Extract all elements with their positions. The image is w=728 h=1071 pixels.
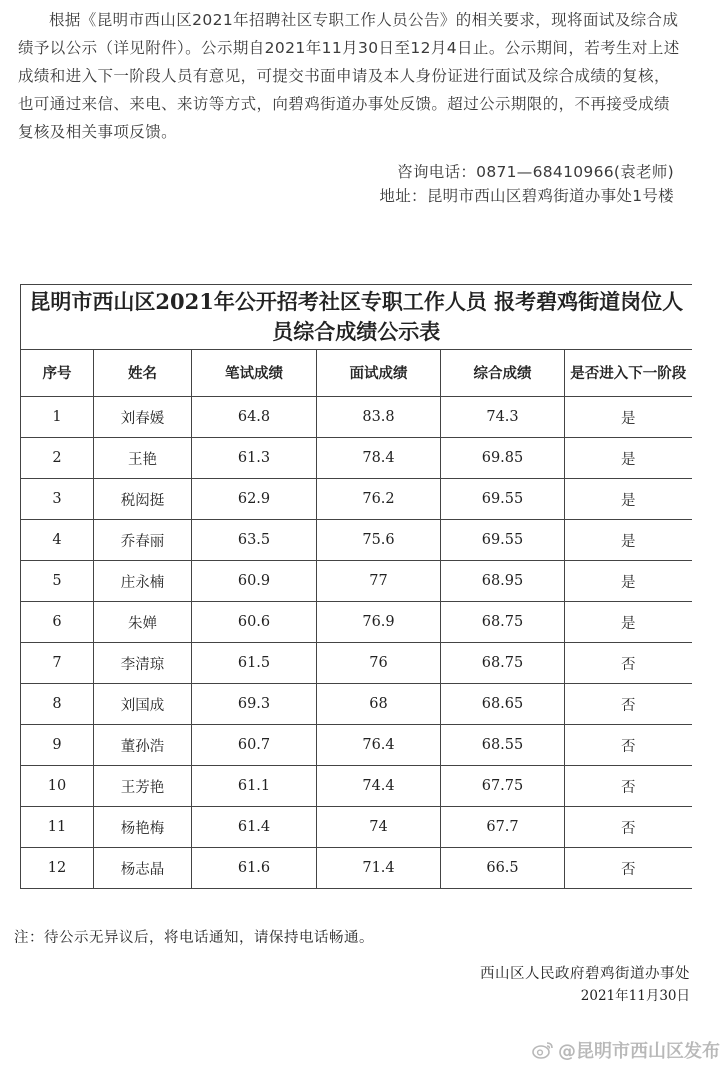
header-index: 序号 — [21, 350, 94, 397]
table-row — [21, 397, 692, 438]
cell-written-score: 61.5 — [192, 643, 317, 684]
table-row — [21, 479, 692, 520]
header-interview-score: 面试成绩 — [317, 350, 441, 397]
header-total-score: 综合成绩 — [441, 350, 565, 397]
table-header-row — [21, 350, 692, 397]
results-table — [20, 284, 692, 889]
footnote: 注：待公示无异议后，将电话通知，请保持电话畅通。 — [14, 930, 374, 946]
cell-interview-score: 74 — [317, 807, 441, 848]
cell-interview-score: 68 — [317, 684, 441, 725]
cell-interview-score: 77 — [317, 561, 441, 602]
cell-written-score: 60.9 — [192, 561, 317, 602]
cell-index: 11 — [21, 807, 94, 848]
cell-written-score: 61.3 — [192, 438, 317, 479]
cell-name: 杨志晶 — [94, 848, 192, 889]
cell-interview-score: 74.4 — [317, 766, 441, 807]
table-row — [21, 848, 692, 889]
intro-paragraph: 根据《昆明市西山区2021年招聘社区专职工作人员公告》的相关要求，现将面试及综合成绩予以公示（详见附件）。公示期自2021年11月30日至12月4日止。公示期间，若考生对上述成绩和进入下一阶段人员有意见，可提交书面申请及本人身份证进行面试及综合成绩的复核，也可通过来信、来电、来访等方式，向碧鸡街道办事处反馈。超过公示期限的，不再接受成绩复核及相关事项反馈。 — [18, 11, 680, 141]
cell-written-score: 63.5 — [192, 520, 317, 561]
contact-address: 地址：昆明市西山区碧鸡街道办事处1号楼 — [379, 187, 674, 205]
cell-name: 王艳 — [94, 438, 192, 479]
cell-name: 董孙浩 — [94, 725, 192, 766]
cell-name: 李清琼 — [94, 643, 192, 684]
cell-name: 朱婵 — [94, 602, 192, 643]
cell-name: 王芳艳 — [94, 766, 192, 807]
cell-written-score: 61.1 — [192, 766, 317, 807]
cell-written-score: 69.3 — [192, 684, 317, 725]
cell-name: 刘国成 — [94, 684, 192, 725]
cell-written-score: 60.7 — [192, 725, 317, 766]
cell-total-score: 68.95 — [441, 561, 565, 602]
table-row — [21, 602, 692, 643]
cell-index: 12 — [21, 848, 94, 889]
cell-total-score: 68.65 — [441, 684, 565, 725]
cell-next-stage: 否 — [565, 848, 692, 889]
cell-total-score: 66.5 — [441, 848, 565, 889]
cell-index: 5 — [21, 561, 94, 602]
cell-next-stage: 是 — [565, 397, 692, 438]
cell-name: 乔春丽 — [94, 520, 192, 561]
cell-next-stage: 是 — [565, 438, 692, 479]
cell-index: 8 — [21, 684, 94, 725]
cell-index: 1 — [21, 397, 94, 438]
cell-next-stage: 是 — [565, 602, 692, 643]
signature-date: 2021年11月30日 — [580, 988, 690, 1004]
cell-total-score: 74.3 — [441, 397, 565, 438]
table-row — [21, 684, 692, 725]
table-row — [21, 438, 692, 479]
weibo-icon — [532, 1041, 554, 1059]
cell-interview-score: 78.4 — [317, 438, 441, 479]
cell-next-stage: 是 — [565, 561, 692, 602]
cell-total-score: 69.55 — [441, 520, 565, 561]
cell-index: 2 — [21, 438, 94, 479]
cell-interview-score: 76.2 — [317, 479, 441, 520]
table-row — [21, 725, 692, 766]
cell-total-score: 68.55 — [441, 725, 565, 766]
cell-total-score: 67.7 — [441, 807, 565, 848]
watermark — [532, 1037, 720, 1063]
cell-name: 庄永楠 — [94, 561, 192, 602]
cell-index: 7 — [21, 643, 94, 684]
cell-next-stage: 否 — [565, 807, 692, 848]
table-body — [21, 397, 692, 889]
cell-total-score: 67.75 — [441, 766, 565, 807]
cell-total-score: 68.75 — [441, 643, 565, 684]
cell-written-score: 60.6 — [192, 602, 317, 643]
contact-phone: 咨询电话：0871—68410966(袁老师) — [397, 163, 674, 181]
header-name: 姓名 — [94, 350, 192, 397]
cell-total-score: 68.75 — [441, 602, 565, 643]
cell-index: 9 — [21, 725, 94, 766]
cell-next-stage: 是 — [565, 520, 692, 561]
cell-total-score: 69.55 — [441, 479, 565, 520]
cell-interview-score: 83.8 — [317, 397, 441, 438]
cell-index: 4 — [21, 520, 94, 561]
cell-next-stage: 否 — [565, 766, 692, 807]
cell-index: 3 — [21, 479, 94, 520]
cell-interview-score: 76.4 — [317, 725, 441, 766]
table-row — [21, 766, 692, 807]
header-next-stage: 是否进入下一阶段 — [565, 350, 692, 397]
table-row — [21, 807, 692, 848]
results-table-container — [20, 284, 691, 889]
cell-interview-score: 76.9 — [317, 602, 441, 643]
cell-next-stage: 否 — [565, 725, 692, 766]
cell-interview-score: 75.6 — [317, 520, 441, 561]
cell-index: 10 — [21, 766, 94, 807]
header-written-score: 笔试成绩 — [192, 350, 317, 397]
watermark-text: @昆明市西山区发布 — [558, 1041, 720, 1062]
cell-next-stage: 否 — [565, 643, 692, 684]
cell-written-score: 64.8 — [192, 397, 317, 438]
cell-interview-score: 76 — [317, 643, 441, 684]
cell-interview-score: 71.4 — [317, 848, 441, 889]
cell-name: 税闳挺 — [94, 479, 192, 520]
cell-next-stage: 是 — [565, 479, 692, 520]
table-row — [21, 643, 692, 684]
table-row — [21, 520, 692, 561]
table-row — [21, 561, 692, 602]
table-title: 昆明市西山区2021年公开招考社区专职工作人员 报考碧鸡街道岗位人员综合成绩公示表 — [21, 285, 692, 350]
cell-index: 6 — [21, 602, 94, 643]
cell-written-score: 61.4 — [192, 807, 317, 848]
signature-org: 西山区人民政府碧鸡街道办事处 — [480, 966, 690, 982]
cell-written-score: 62.9 — [192, 479, 317, 520]
cell-written-score: 61.6 — [192, 848, 317, 889]
cell-next-stage: 否 — [565, 684, 692, 725]
cell-total-score: 69.85 — [441, 438, 565, 479]
cell-name: 杨艳梅 — [94, 807, 192, 848]
cell-name: 刘春媛 — [94, 397, 192, 438]
